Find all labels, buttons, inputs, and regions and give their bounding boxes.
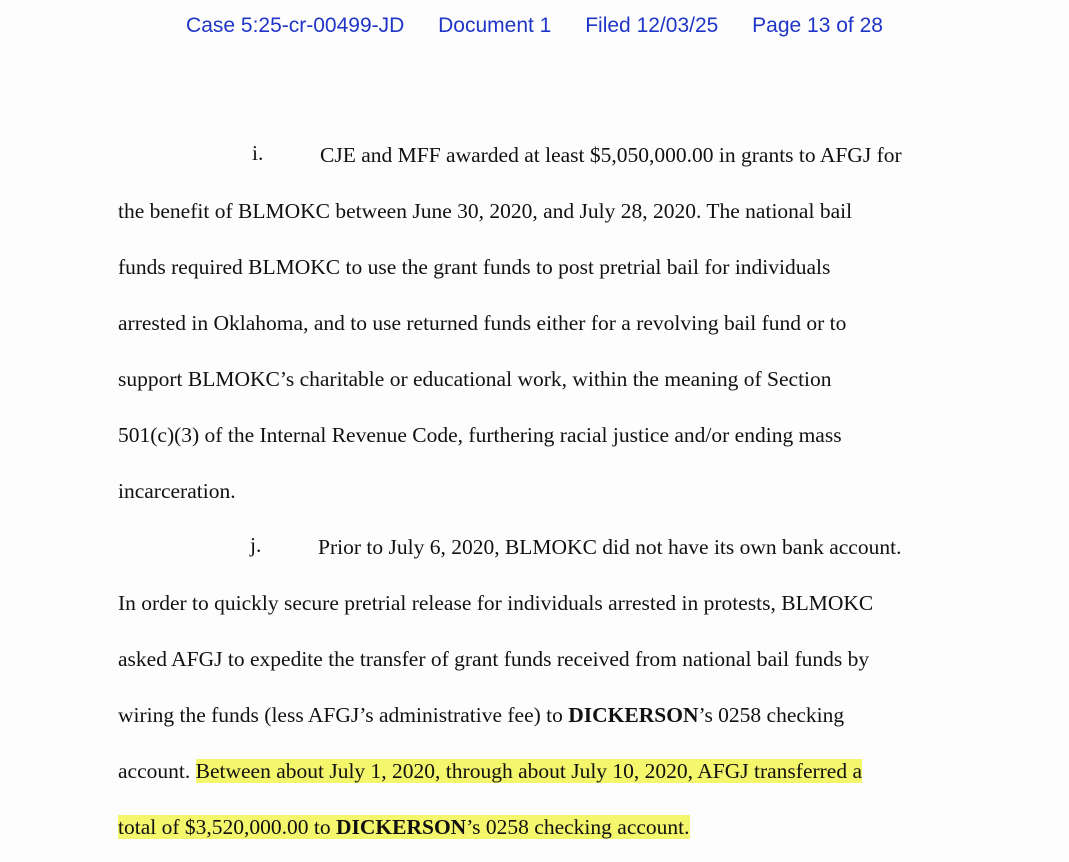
- highlighted-text: Between about July 1, 2020, through about July 10, 2020, AFGJ transferred a: [195, 759, 863, 783]
- paragraph-marker-j: j.: [250, 533, 262, 557]
- text-run: total of $3,520,000.00 to: [118, 815, 336, 839]
- paragraph-j-line-4: [118, 701, 844, 729]
- page-number: Page 13 of 28: [752, 14, 883, 37]
- paragraph-i-line-1: CJE and MFF awarded at least $5,050,000.00 in grants to AFGJ for: [320, 143, 902, 167]
- paragraph-i-line-2: the benefit of BLMOKC between June 30, 2020, and July 28, 2020. The national bail: [118, 199, 853, 223]
- text-run: wiring the funds (less AFGJ’s administrative fee) to: [118, 703, 569, 727]
- paragraph-i-line-4: arrested in Oklahoma, and to use returned funds either for a revolving bail fund or to: [118, 311, 847, 335]
- highlighted-text: [118, 815, 690, 839]
- case-number: Case 5:25-cr-00499-JD: [186, 14, 405, 37]
- paragraph-marker-i: i.: [252, 141, 264, 165]
- document-number: Document 1: [438, 14, 552, 37]
- defendant-name: DICKERSON: [335, 815, 467, 839]
- paragraph-j-line-6: [118, 813, 690, 841]
- case-header: [0, 14, 1069, 38]
- paragraph-i-line-3: funds required BLMOKC to use the grant funds to post pretrial bail for individuals: [118, 255, 831, 279]
- paragraph-i-line-6: 501(c)(3) of the Internal Revenue Code, furthering racial justice and/or ending mass: [118, 423, 842, 447]
- paragraph-j-line-3: asked AFGJ to expedite the transfer of grant funds received from national bail funds by: [118, 647, 870, 671]
- defendant-name: DICKERSON: [568, 703, 699, 727]
- paragraph-i-line-7: incarceration.: [118, 479, 236, 503]
- text-run: ’s 0258 checking: [698, 703, 845, 727]
- text-run: account.: [118, 759, 196, 783]
- paragraph-j-line-2: In order to quickly secure pretrial release for individuals arrested in protests, BLMOKC: [118, 591, 874, 615]
- paragraph-j-line-5: [118, 757, 862, 785]
- text-run: ’s 0258 checking account.: [466, 815, 690, 839]
- filed-date: Filed 12/03/25: [585, 14, 719, 37]
- paragraph-j-line-1: Prior to July 6, 2020, BLMOKC did not have its own bank account.: [318, 535, 902, 559]
- paragraph-i-line-5: support BLMOKC’s charitable or educational work, within the meaning of Section: [118, 367, 832, 391]
